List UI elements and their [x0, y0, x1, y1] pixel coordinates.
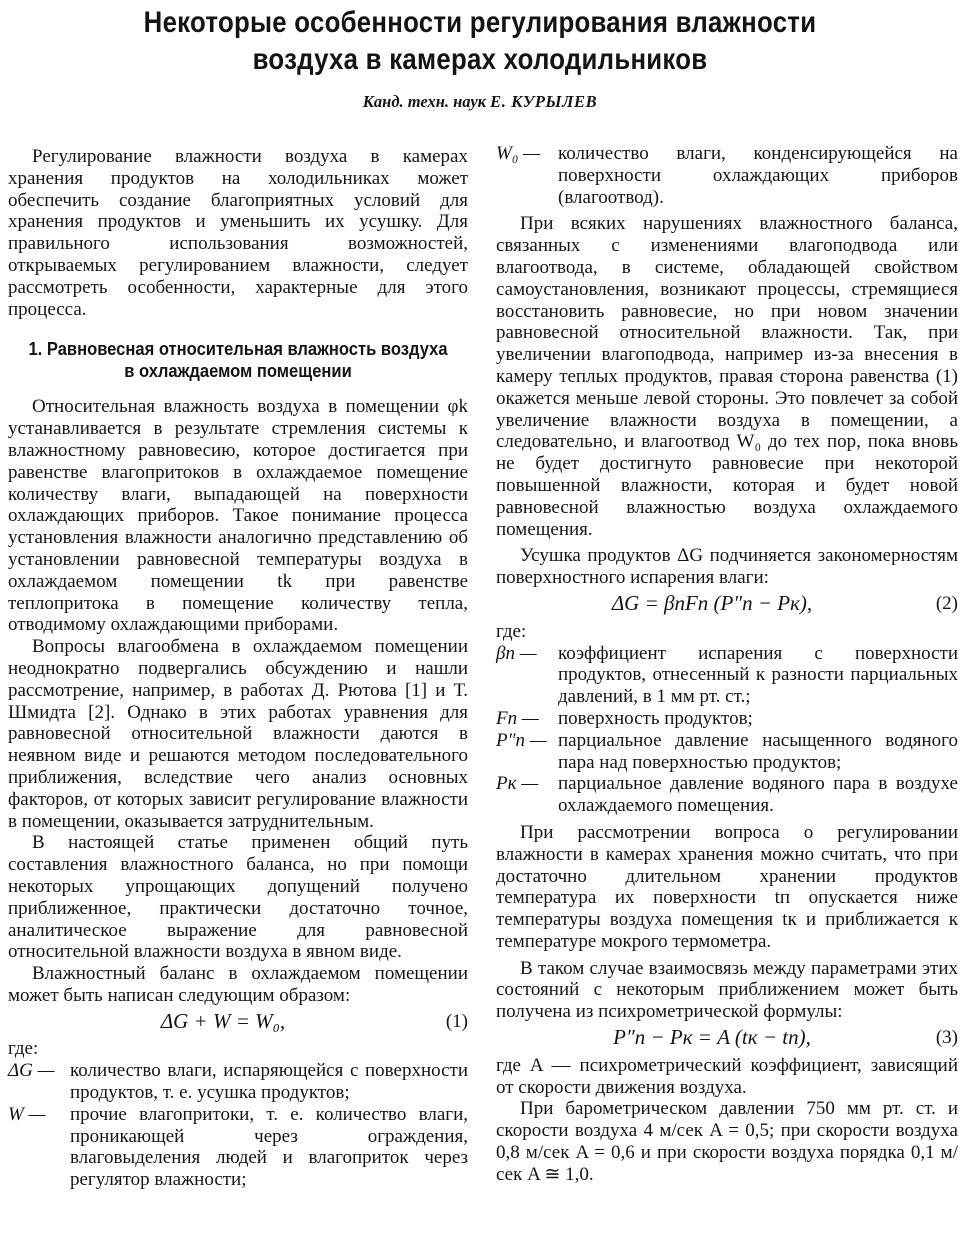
definition-text: парциальное давление насыщенного водяного пара над поверхностью продуктов; — [558, 729, 958, 773]
paragraph: Относительная влажность воздуха в помещении φk устанавливается в результате стремления системы к влажностному равновесию, которое достигается при равенстве влагопритоков в охлаждаемое помещение количеству влаги, выпадающей на поверхности охлаждающих приборов. Такое понимание процесса установления влажности аналогично представлению об установлении равновесной температуры воздуха в охлаждаемом помещении tk при равенстве теплопритока в помещение количеству тепла, отводимому охлаждающими приборами. — [8, 396, 468, 636]
definition-symbol: W₀ — — [496, 143, 541, 164]
equation-number: (3) — [935, 1027, 958, 1049]
definition-text: количество влаги, конденсирующейся на поверхности охлаждающих приборов (влагоотвод). — [558, 143, 958, 208]
where-label: где: — [8, 1038, 39, 1060]
definition-item — [496, 708, 958, 730]
author-name: Е. КУРЫЛЕВ — [490, 92, 598, 111]
where-label: где: — [496, 620, 527, 642]
title-line-1: Некоторые особенности регулирования влажности — [143, 6, 817, 39]
right-column — [496, 143, 958, 1186]
intro-paragraph: Регулирование влажности воздуха в камерах хранения продуктов на холодильниках может обеспечить создание благоприятных условий для хранения продуктов и уменьшить их усушку. Для правильного использования возможностей, открываемых регулированием влажности, следует рассмотреть особенности, характерные для этого процесса. — [8, 146, 468, 320]
paragraph: где A — психрометрический коэффициент, зависящий от скорости движения воздуха. — [496, 1054, 958, 1098]
equation-formula: ΔG + W = W₀, — [160, 1008, 286, 1033]
definition-text: парциальное давление водяного пара в воздухе охлаждаемого помещения. — [558, 773, 958, 817]
left-column — [8, 146, 468, 1191]
definition-symbol: Pк — — [496, 773, 539, 795]
paragraph: Усушка продуктов ΔG подчиняется закономерностям поверхностного испарения влаги: — [496, 545, 958, 589]
definition-symbol: ΔG — — [8, 1060, 55, 1082]
paragraph: При барометрическом давлении 750 мм рт. ст. и скорости воздуха 4 м/сек A = 0,5; при скорости воздуха 0,8 м/сек A = 0,6 и при скорости воздуха порядка 0,1 м/сек A ≅ 1,0. — [496, 1098, 958, 1185]
definition-symbol: βп — — [496, 642, 537, 664]
equation-1 — [8, 1008, 468, 1033]
definition-text: коэффициент испарения с поверхности продуктов, отнесенный к разности парциальных давлений, в 1 мм рт. ст.; — [558, 642, 958, 708]
definition-item — [496, 730, 958, 774]
definition-symbol: W — — [8, 1103, 46, 1125]
definition-item — [8, 1104, 468, 1191]
article-title — [67, 4, 893, 78]
equation-number: (1) — [445, 1010, 468, 1032]
title-line-2: воздуха в камерах холодильников — [252, 43, 708, 76]
definition-item — [8, 1060, 468, 1104]
paragraph: Влажностный баланс в охлаждаемом помещении может быть написан следующим образом: — [8, 963, 468, 1006]
paragraph: При рассмотрении вопроса о регулировании влажности в камерах хранения можно считать, что при достаточно длительном хранении продуктов температура их поверхности tп опускается ниже температуры воздуха помещения tк и приближается к температуре мокрого термометра. — [496, 821, 958, 952]
definition-item — [496, 643, 958, 708]
equation-2 — [496, 590, 958, 615]
paragraph: При всяких нарушениях влажностного баланса, связанных с изменениями влагоподвода или влагоотвода, в системе, обладающей свойством самоустановления, возникают процессы, стремящиеся восстановить равновесие, но при новом значении равновесной относительной влажности. Так, при увеличении влагоподвода, например из-за внесения в камеру теплых продуктов, правая сторона равенства (1) окажется меньше левой стороны. Это повлечет за собой увеличение влажности воздуха в помещении, а следовательно, и влагоотвод W₀ до тех пор, пока вновь не будет достигнуто равновесие при некоторой повышенной влажности, которая и будет новой равновесной влажностью воздуха охлаждаемого помещения. — [496, 213, 958, 540]
author-degree: Канд. техн. наук — [362, 92, 487, 111]
definition-text: прочие влагопритоки, т. е. количество влаги, проникающей через ограждения, влаговыделения людей и влагоприток через регулятор влажности; — [70, 1103, 468, 1191]
paragraph: В настоящей статье применен общий путь составления влажностного баланса, но при помощи некоторых упрощающих допущений получено приближенное, практически достаточно точное, аналитическое выражение для равновесной относительной влажности воздуха в явном виде. — [8, 832, 468, 963]
definition-text: поверхность продуктов; — [558, 707, 753, 729]
equation-formula: P″п − Pк = A (tк − tп), — [613, 1025, 811, 1050]
definition-text: количество влаги, испаряющейся с поверхности продуктов, т. е. усушка продуктов; — [70, 1060, 468, 1104]
definition-symbol: P″п — — [496, 729, 547, 751]
definition-item — [496, 773, 958, 817]
equation-3 — [496, 1027, 958, 1049]
equation-formula: ΔG = βпFп (P″п − Pк), — [611, 590, 813, 615]
definition-symbol: Fп — — [496, 707, 539, 729]
author-line — [0, 92, 960, 112]
paragraph: Вопросы влагообмена в охлаждаемом помещении неоднократно подвергались обсуждению и нашли рассмотрение, например, в работах Д. Рютова [1] и Т. Шмидта [2]. Однако в этих работах уравнения для равновесной относительной влажности даются в неявном виде и решаются методом последовательного приближения, вследствие чего анализ основных факторов, от которых зависит регулирование влажности в помещении, оказывается затруднительным. — [8, 636, 468, 832]
equation-number: (2) — [935, 592, 958, 614]
paragraph: В таком случае взаимосвязь между параметрами этих состояний с некоторым приближением может быть получена из психрометрической формулы: — [496, 957, 958, 1023]
section-heading: 1. Равновесная относительная влажность воздуха в охлаждаемом помещении — [28, 339, 448, 382]
definition-item — [496, 143, 958, 208]
